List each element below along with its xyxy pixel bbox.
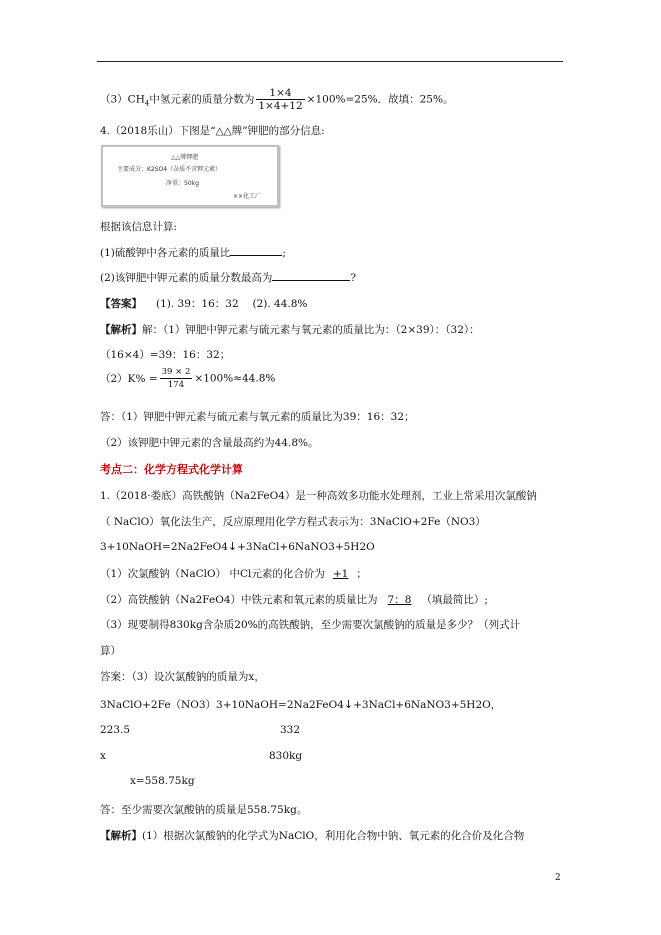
s2-analysis-text: (1）根据次氯酸钠的化学式为NaClO，利用化合物中钠、氧元素的化合价及化合物 <box>142 830 525 842</box>
q4-intro: 4.（2018乐山）下图是“△△牌”钾肥的部分信息: <box>100 125 325 137</box>
q3-prefix: （3）CH <box>100 93 145 106</box>
s2-eq-part1: 3+10NaOH=2Na2FeO4 <box>100 541 228 553</box>
s2-p2 <box>100 592 488 607</box>
answer-blank-1 <box>230 245 282 256</box>
precipitate-arrow: ↓ <box>227 540 238 553</box>
x-result: x=558.75kg <box>130 775 195 787</box>
analysis-line2: （16×4）=39：16：32； <box>100 349 231 361</box>
s2-q1-line2: （ NaClO）氧化法生产，反应原理用化学方程式表示为：3NaClO+2Fe（NO3） <box>100 516 486 528</box>
s2-q1-line3 <box>100 540 375 553</box>
p1-answer: +1 <box>332 568 349 580</box>
q4-analysis <box>100 322 480 337</box>
s2-analysis <box>100 828 524 843</box>
calc-intro: 根据该信息计算: <box>100 221 178 233</box>
ans-precipitate-arrow: ↓ <box>343 698 354 711</box>
page-number: 2 <box>555 873 561 883</box>
s2-eq-part2: +3NaCl+6NaNO3+5H2O <box>237 541 375 553</box>
k-percent-line <box>100 366 275 391</box>
q4-sub1 <box>100 245 286 260</box>
analysis-label: 【解析】 <box>100 324 142 336</box>
p2-answer: 7：8 <box>387 594 412 606</box>
ratio-value-3: x <box>100 750 106 762</box>
analysis-line1: 解：（1）钾肥中钾元素与硫元素与氧元素的质量比为：（2×39）：（32）： <box>142 324 480 336</box>
ans-equation <box>100 697 501 712</box>
final-answer: 答：至少需要次氯酸钠的质量是558.75kg。 <box>100 804 308 816</box>
q4-sub1-end: ; <box>282 247 286 259</box>
k-frac-den: 174 <box>167 380 185 390</box>
k-frac-num: 39 × 2 <box>161 367 191 377</box>
s2-p3-line1: （3）现要制得830kg含杂质20%的高铁酸钠，至少需要次氯酸钠的质量是多少？（列式计 <box>100 619 521 631</box>
q3-fraction <box>256 87 304 112</box>
answer-blank-2 <box>272 270 350 281</box>
header-rule <box>97 61 563 62</box>
q4-answer <box>100 296 307 311</box>
ans-line1: 答案：（3）设次氯酸钠的质量为x， <box>100 671 265 683</box>
label-line4: ××化工厂 <box>233 193 262 200</box>
q4-sub2-end: ? <box>350 272 357 284</box>
s2-p1 <box>100 566 367 581</box>
ans-eq-part2: +3NaCl+6NaNO3+5H2O， <box>353 699 502 711</box>
q4-sub2 <box>100 270 356 285</box>
label-line3: 净重：50kg <box>166 180 199 187</box>
q4-sub2-text: (2)该钾肥中钾元素的质量分数最高为 <box>100 272 273 284</box>
answer-text: (1). 39：16：32 (2). 44.8% <box>156 298 308 310</box>
section-heading: 考点二：化学方程式化学计算 <box>100 463 243 476</box>
s2-q1-line1: 1.（2018·娄底）高铁酸钠（Na2FeO4）是一种高效多功能水处理剂，工业上常采用次氯酸钠 <box>100 490 537 502</box>
label-line2: 主要成分：K2SO4（杂质不含钾元素） <box>117 166 222 173</box>
ans-eq-part1: 3NaClO+2Fe（NO3）3+10NaOH=2Na2FeO4 <box>100 699 344 711</box>
q3-line <box>100 87 453 112</box>
s2-p3-line2: 算） <box>100 645 121 657</box>
q3-text1: 中氢元素的质量分数为 <box>149 93 255 106</box>
k-prefix: （2）K% = <box>100 373 158 385</box>
conclusion1: 答：（1）钾肥中钾元素与硫元素与氧元素的质量比为39：16：32； <box>100 411 415 423</box>
p2-end: （填最简比）; <box>421 594 488 606</box>
p1-end: ； <box>356 568 367 580</box>
q3-subscript: 4 <box>144 99 150 108</box>
answer-label: 【答案】 <box>100 298 142 310</box>
p2-text: （2）高铁酸钠（Na2FeO4）中铁元素和氧元素的质量比为 <box>100 594 378 606</box>
ratio-value-2: 332 <box>280 724 301 736</box>
ratio-value-4: 830kg <box>269 750 303 762</box>
k-suffix: ×100%≈44.8% <box>194 372 276 385</box>
q3-frac-den: 1×4+12 <box>258 100 303 112</box>
q3-frac-num: 1×4 <box>256 87 304 100</box>
k-fraction <box>160 366 193 391</box>
conclusion2: （2）该钾肥中钾元素的含量最高约为44.8%。 <box>100 437 319 449</box>
p1-text: （1）次氯酸钠（NaClO） 中Cl元素的化合价为 <box>100 568 325 580</box>
ratio-value-1: 223.5 <box>100 724 131 736</box>
q4-sub1-text: (1)硫酸钾中各元素的质量比 <box>100 247 231 259</box>
label-line1: △△牌钾肥 <box>171 154 199 161</box>
s2-analysis-label: 【解析】 <box>100 830 142 842</box>
q3-text2: ×100%=25%．故填：25%。 <box>306 93 454 106</box>
fertilizer-label-image <box>101 145 279 207</box>
